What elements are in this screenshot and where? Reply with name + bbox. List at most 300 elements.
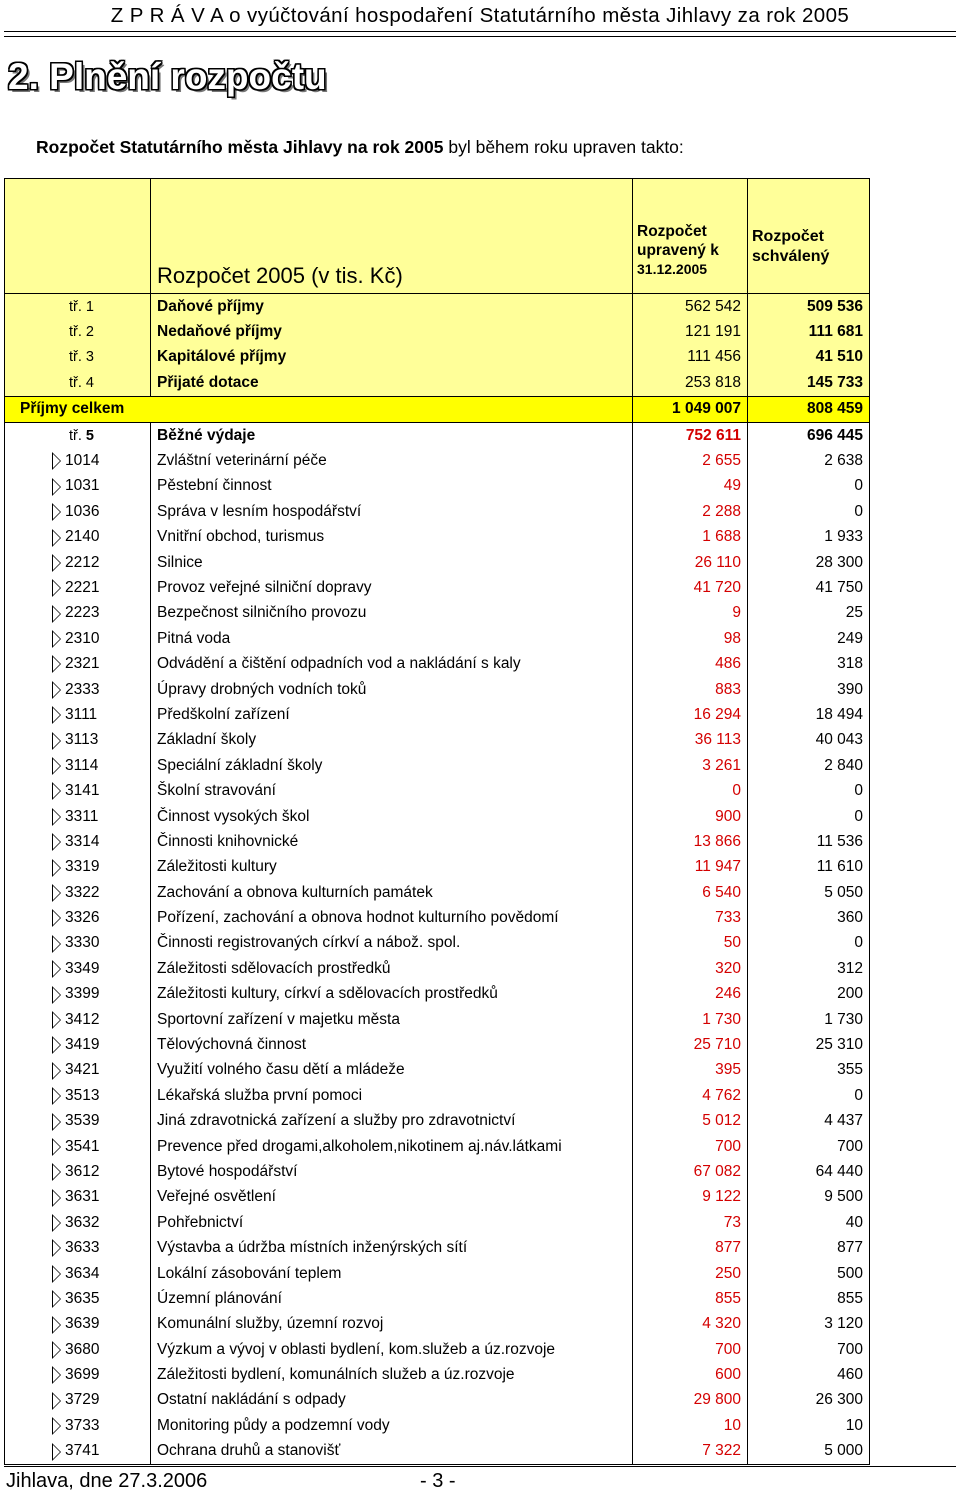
table-row	[5, 550, 870, 575]
table-row	[5, 753, 870, 778]
table-row	[5, 829, 870, 854]
class-name: Kapitálové příjmy	[151, 345, 633, 370]
item-name: Záležitosti kultury, církví a sdělovacích prostředků	[151, 982, 633, 1007]
item-approved: 4 437	[748, 1109, 870, 1134]
item-code: 2140	[65, 528, 100, 546]
class-approved: 41 510	[748, 345, 870, 370]
item-code-cell	[5, 1413, 151, 1438]
table-row	[5, 1210, 870, 1235]
item-adjusted: 9 122	[633, 1185, 748, 1210]
item-adjusted: 733	[633, 905, 748, 930]
item-code-cell	[5, 1159, 151, 1184]
item-adjusted: 16 294	[633, 702, 748, 727]
item-name: Silnice	[151, 550, 633, 575]
item-approved: 2 840	[748, 753, 870, 778]
item-approved: 18 494	[748, 702, 870, 727]
item-code: 2333	[65, 680, 100, 698]
item-code-cell	[5, 525, 151, 550]
item-name: Záležitosti kultury	[151, 855, 633, 880]
class-row	[5, 370, 870, 396]
item-adjusted: 1 730	[633, 1007, 748, 1032]
table-row	[5, 1362, 870, 1387]
item-adjusted: 10	[633, 1413, 748, 1438]
table-row	[5, 499, 870, 524]
item-code-cell	[5, 1058, 151, 1083]
item-code: 3680	[65, 1340, 100, 1358]
item-code: 3319	[65, 858, 100, 876]
item-code-cell	[5, 499, 151, 524]
item-code-cell	[5, 677, 151, 702]
table-header-row	[5, 179, 870, 294]
item-name: Bytové hospodářství	[151, 1159, 633, 1184]
item-adjusted: 246	[633, 982, 748, 1007]
item-code-cell	[5, 550, 151, 575]
item-code: 3114	[65, 756, 99, 774]
item-code: 3349	[65, 959, 100, 977]
item-code-cell	[5, 626, 151, 651]
item-code: 3419	[65, 1036, 100, 1054]
item-code: 3634	[65, 1264, 100, 1282]
outline-marker-icon	[52, 1214, 61, 1232]
outline-marker-icon	[52, 859, 61, 877]
intro-text	[36, 137, 684, 158]
item-code-cell	[5, 1388, 151, 1413]
table-row	[5, 1185, 870, 1210]
table-row	[5, 474, 870, 499]
item-approved: 10	[748, 1413, 870, 1438]
outline-marker-icon	[52, 1290, 61, 1308]
outline-marker-icon	[52, 579, 61, 597]
item-code-cell	[5, 575, 151, 600]
item-code-cell	[5, 855, 151, 880]
col-approved-line1: Rozpočet	[752, 228, 824, 245]
outline-marker-icon	[52, 1113, 61, 1131]
item-code-cell	[5, 804, 151, 829]
table-row	[5, 1109, 870, 1134]
class-adjusted: 253 818	[633, 370, 748, 396]
item-code: 3314	[65, 832, 100, 850]
footer-page-number: - 3 -	[420, 1470, 456, 1492]
item-approved: 64 440	[748, 1159, 870, 1184]
item-adjusted: 600	[633, 1362, 748, 1387]
item-code: 3632	[65, 1213, 100, 1231]
header-rule-thin	[4, 36, 956, 37]
item-code-cell	[5, 956, 151, 981]
item-approved: 1 933	[748, 525, 870, 550]
item-approved: 0	[748, 499, 870, 524]
class-adjusted: 121 191	[633, 319, 748, 344]
item-adjusted: 2 655	[633, 448, 748, 473]
item-approved: 9 500	[748, 1185, 870, 1210]
section-title: 2. Plnění rozpočtu	[8, 56, 327, 97]
outline-marker-icon	[52, 1239, 61, 1257]
outline-marker-icon	[52, 529, 61, 547]
outline-marker-icon	[52, 1265, 61, 1283]
item-name: Záležitosti bydlení, komunálních služeb a úz.rozvoje	[151, 1362, 633, 1387]
class-approved: 509 536	[748, 294, 870, 320]
class5-code-number: 5	[85, 427, 94, 444]
item-approved: 877	[748, 1235, 870, 1260]
outline-marker-icon	[52, 909, 61, 927]
item-approved: 460	[748, 1362, 870, 1387]
item-name: Zachování a obnova kulturních památek	[151, 880, 633, 905]
item-approved: 390	[748, 677, 870, 702]
table-row	[5, 525, 870, 550]
class-code: tř. 2	[5, 319, 151, 344]
item-name: Činnosti knihovnické	[151, 829, 633, 854]
class-adjusted: 111 456	[633, 345, 748, 370]
table-row	[5, 1083, 870, 1108]
item-name: Ostatní nakládání s odpady	[151, 1388, 633, 1413]
item-code: 3412	[65, 1010, 100, 1028]
item-code: 1036	[65, 502, 100, 520]
item-code-cell	[5, 1007, 151, 1032]
item-code-cell	[5, 1083, 151, 1108]
item-code: 3541	[65, 1137, 100, 1155]
item-adjusted: 395	[633, 1058, 748, 1083]
item-approved: 5 000	[748, 1439, 870, 1465]
outline-marker-icon	[52, 1443, 61, 1461]
item-adjusted: 2 288	[633, 499, 748, 524]
item-code: 3421	[65, 1061, 100, 1079]
item-adjusted: 13 866	[633, 829, 748, 854]
item-code: 3311	[65, 807, 99, 825]
item-code: 2310	[65, 629, 100, 647]
item-name: Činnosti registrovaných církví a nábož. spol.	[151, 931, 633, 956]
item-code-cell	[5, 1337, 151, 1362]
item-code-cell	[5, 982, 151, 1007]
table-row	[5, 1337, 870, 1362]
outline-marker-icon	[52, 706, 61, 724]
item-code: 3539	[65, 1112, 100, 1130]
outline-marker-icon	[52, 1341, 61, 1359]
item-approved: 0	[748, 778, 870, 803]
item-adjusted: 486	[633, 651, 748, 676]
item-code: 2223	[65, 604, 100, 622]
item-adjusted: 900	[633, 804, 748, 829]
budget-table	[4, 178, 870, 1465]
item-code-cell	[5, 931, 151, 956]
item-adjusted: 67 082	[633, 1159, 748, 1184]
table-row	[5, 905, 870, 930]
class-name: Daňové příjmy	[151, 294, 633, 320]
item-approved: 700	[748, 1337, 870, 1362]
class-code: tř. 3	[5, 345, 151, 370]
class-adjusted: 562 542	[633, 294, 748, 320]
item-adjusted: 50	[633, 931, 748, 956]
item-adjusted: 3 261	[633, 753, 748, 778]
class5-adjusted: 752 611	[633, 422, 748, 448]
item-code: 3513	[65, 1086, 100, 1104]
outline-marker-icon	[52, 1417, 61, 1435]
item-name: Pěstební činnost	[151, 474, 633, 499]
item-approved: 25 310	[748, 1032, 870, 1057]
item-approved: 1 730	[748, 1007, 870, 1032]
item-code-cell	[5, 474, 151, 499]
item-approved: 2 638	[748, 448, 870, 473]
item-name: Bezpečnost silničního provozu	[151, 601, 633, 626]
item-name: Základní školy	[151, 728, 633, 753]
item-name: Odvádění a čištění odpadních vod a nakládání s kaly	[151, 651, 633, 676]
table-row	[5, 448, 870, 473]
item-adjusted: 855	[633, 1286, 748, 1311]
item-name: Komunální služby, územní rozvoj	[151, 1312, 633, 1337]
item-adjusted: 700	[633, 1134, 748, 1159]
item-code-cell	[5, 829, 151, 854]
outline-marker-icon	[52, 884, 61, 902]
item-adjusted: 26 110	[633, 550, 748, 575]
item-adjusted: 5 012	[633, 1109, 748, 1134]
outline-marker-icon	[52, 478, 61, 496]
item-code: 3612	[65, 1162, 100, 1180]
item-code-cell	[5, 1109, 151, 1134]
class-code: tř. 4	[5, 370, 151, 396]
item-approved: 500	[748, 1261, 870, 1286]
item-name: Veřejné osvětlení	[151, 1185, 633, 1210]
item-code: 3113	[65, 731, 99, 749]
class-approved: 145 733	[748, 370, 870, 396]
item-code-cell	[5, 651, 151, 676]
col-approved-line2: schválený	[752, 248, 830, 265]
item-adjusted: 6 540	[633, 880, 748, 905]
item-adjusted: 25 710	[633, 1032, 748, 1057]
table-row	[5, 855, 870, 880]
item-name: Činnost vysokých škol	[151, 804, 633, 829]
item-code: 3322	[65, 883, 100, 901]
item-adjusted: 4 320	[633, 1312, 748, 1337]
item-code-cell	[5, 1032, 151, 1057]
total-approved: 808 459	[748, 396, 870, 422]
item-adjusted: 877	[633, 1235, 748, 1260]
table-row	[5, 1007, 870, 1032]
item-name: Tělovýchovná činnost	[151, 1032, 633, 1057]
outline-marker-icon	[52, 630, 61, 648]
item-name: Pořízení, zachování a obnova hodnot kulturního povědomí	[151, 905, 633, 930]
item-code-cell	[5, 1261, 151, 1286]
item-approved: 11 536	[748, 829, 870, 854]
item-code: 3699	[65, 1366, 100, 1384]
item-approved: 360	[748, 905, 870, 930]
table-row	[5, 1058, 870, 1083]
table-row	[5, 702, 870, 727]
col-adjusted-line2: upravený k	[637, 242, 719, 259]
intro-rest: byl během roku upraven takto:	[443, 137, 684, 157]
item-adjusted: 700	[633, 1337, 748, 1362]
item-approved: 355	[748, 1058, 870, 1083]
item-code-cell	[5, 1312, 151, 1337]
outline-marker-icon	[52, 554, 61, 572]
item-name: Pitná voda	[151, 626, 633, 651]
item-name: Předškolní zařízení	[151, 702, 633, 727]
item-adjusted: 320	[633, 956, 748, 981]
class-code: tř. 1	[5, 294, 151, 320]
table-row	[5, 880, 870, 905]
item-adjusted: 4 762	[633, 1083, 748, 1108]
item-name: Prevence před drogami,alkoholem,nikotinem aj.náv.látkami	[151, 1134, 633, 1159]
item-name: Monitoring půdy a podzemní vody	[151, 1413, 633, 1438]
table-row	[5, 1134, 870, 1159]
outline-marker-icon	[52, 452, 61, 470]
table-row	[5, 1032, 870, 1057]
item-approved: 0	[748, 804, 870, 829]
class5-row	[5, 422, 870, 448]
table-row	[5, 1388, 870, 1413]
table-row	[5, 1235, 870, 1260]
item-approved: 0	[748, 474, 870, 499]
item-name: Záležitosti sdělovacích prostředků	[151, 956, 633, 981]
table-title: Rozpočet 2005 (v tis. Kč)	[151, 179, 633, 294]
item-name: Využití volného času dětí a mládeže	[151, 1058, 633, 1083]
outline-marker-icon	[52, 833, 61, 851]
item-approved: 11 610	[748, 855, 870, 880]
item-name: Pohřebnictví	[151, 1210, 633, 1235]
col-adjusted-line1: Rozpočet	[637, 223, 707, 240]
item-name: Jiná zdravotnická zařízení a služby pro zdravotnictví	[151, 1109, 633, 1134]
item-name: Ochrana druhů a stanovišť	[151, 1439, 633, 1465]
table-row	[5, 956, 870, 981]
outline-marker-icon	[52, 1062, 61, 1080]
table-row	[5, 575, 870, 600]
item-code-cell	[5, 1185, 151, 1210]
col-header-adjusted	[633, 179, 748, 294]
item-approved: 41 750	[748, 575, 870, 600]
item-code-cell	[5, 880, 151, 905]
item-name: Lokální zásobování teplem	[151, 1261, 633, 1286]
item-code-cell	[5, 702, 151, 727]
class-approved: 111 681	[748, 319, 870, 344]
item-code: 3633	[65, 1239, 100, 1257]
item-approved: 200	[748, 982, 870, 1007]
class-row	[5, 345, 870, 370]
item-code: 2212	[65, 553, 100, 571]
item-adjusted: 7 322	[633, 1439, 748, 1465]
header-rule	[4, 31, 956, 32]
table-row	[5, 1286, 870, 1311]
class-name: Přijaté dotace	[151, 370, 633, 396]
table-row	[5, 728, 870, 753]
item-code: 3639	[65, 1315, 100, 1333]
total-adjusted: 1 049 007	[633, 396, 748, 422]
item-adjusted: 250	[633, 1261, 748, 1286]
item-approved: 26 300	[748, 1388, 870, 1413]
table-row	[5, 1413, 870, 1438]
class5-code-prefix: tř.	[69, 427, 82, 444]
item-adjusted: 1 688	[633, 525, 748, 550]
item-adjusted: 0	[633, 778, 748, 803]
outline-marker-icon	[52, 1316, 61, 1334]
table-row	[5, 1261, 870, 1286]
item-code: 3326	[65, 909, 100, 927]
item-approved: 0	[748, 1083, 870, 1108]
class5-approved: 696 445	[748, 422, 870, 448]
item-name: Správa v lesním hospodářství	[151, 499, 633, 524]
item-code: 3741	[65, 1442, 100, 1460]
outline-marker-icon	[52, 1011, 61, 1029]
item-code-cell	[5, 1286, 151, 1311]
item-code-cell	[5, 778, 151, 803]
item-adjusted: 9	[633, 601, 748, 626]
item-code-cell	[5, 1235, 151, 1260]
item-name: Výstavba a údržba místních inženýrských sítí	[151, 1235, 633, 1260]
outline-marker-icon	[52, 1087, 61, 1105]
outline-marker-icon	[52, 1189, 61, 1207]
outline-marker-icon	[52, 757, 61, 775]
item-approved: 318	[748, 651, 870, 676]
footer-place-date: Jihlava, dne 27.3.2006	[6, 1470, 208, 1492]
item-name: Speciální základní školy	[151, 753, 633, 778]
item-approved: 3 120	[748, 1312, 870, 1337]
item-approved: 40	[748, 1210, 870, 1235]
footer-rule	[4, 1466, 956, 1467]
total-row	[5, 396, 870, 422]
item-adjusted: 41 720	[633, 575, 748, 600]
item-name: Vnitřní obchod, turismus	[151, 525, 633, 550]
item-approved: 28 300	[748, 550, 870, 575]
item-adjusted: 11 947	[633, 855, 748, 880]
outline-marker-icon	[52, 1366, 61, 1384]
item-code: 3631	[65, 1188, 100, 1206]
item-name: Lékařská služba první pomoci	[151, 1083, 633, 1108]
table-row	[5, 601, 870, 626]
item-approved: 855	[748, 1286, 870, 1311]
item-approved: 40 043	[748, 728, 870, 753]
outline-marker-icon	[52, 808, 61, 826]
item-name: Úpravy drobných vodních toků	[151, 677, 633, 702]
item-code-cell	[5, 753, 151, 778]
item-name: Sportovní zařízení v majetku města	[151, 1007, 633, 1032]
item-code: 2221	[65, 578, 100, 596]
outline-marker-icon	[52, 681, 61, 699]
table-row	[5, 677, 870, 702]
outline-marker-icon	[52, 605, 61, 623]
class5-name: Běžné výdaje	[151, 422, 633, 448]
item-code: 3399	[65, 985, 100, 1003]
outline-marker-icon	[52, 503, 61, 521]
item-approved: 700	[748, 1134, 870, 1159]
header-empty-cell	[5, 179, 151, 294]
outline-marker-icon	[52, 986, 61, 1004]
item-code-cell	[5, 1210, 151, 1235]
item-approved: 5 050	[748, 880, 870, 905]
item-code: 3635	[65, 1289, 100, 1307]
item-code: 3729	[65, 1391, 100, 1409]
item-approved: 249	[748, 626, 870, 651]
item-adjusted: 73	[633, 1210, 748, 1235]
item-code: 1014	[65, 452, 100, 470]
class-row	[5, 294, 870, 320]
table-row	[5, 1312, 870, 1337]
outline-marker-icon	[52, 782, 61, 800]
outline-marker-icon	[52, 1163, 61, 1181]
item-name: Provoz veřejné silniční dopravy	[151, 575, 633, 600]
item-code: 1031	[65, 477, 100, 495]
class-row	[5, 319, 870, 344]
item-name: Územní plánování	[151, 1286, 633, 1311]
item-approved: 0	[748, 931, 870, 956]
total-label: Příjmy celkem	[5, 396, 633, 422]
col-adjusted-line3: 31.12.2005	[637, 261, 708, 277]
item-code-cell	[5, 448, 151, 473]
table-row	[5, 982, 870, 1007]
outline-marker-icon	[52, 732, 61, 750]
table-row	[5, 1159, 870, 1184]
outline-marker-icon	[52, 1138, 61, 1156]
table-row	[5, 626, 870, 651]
running-header: Z P R Á V A o vyúčtování hospodaření Statutárního města Jihlavy za rok 2005	[110, 4, 850, 27]
item-name: Výzkum a vývoj v oblasti bydlení, kom.služeb a úz.rozvoje	[151, 1337, 633, 1362]
item-adjusted: 49	[633, 474, 748, 499]
table-row	[5, 778, 870, 803]
